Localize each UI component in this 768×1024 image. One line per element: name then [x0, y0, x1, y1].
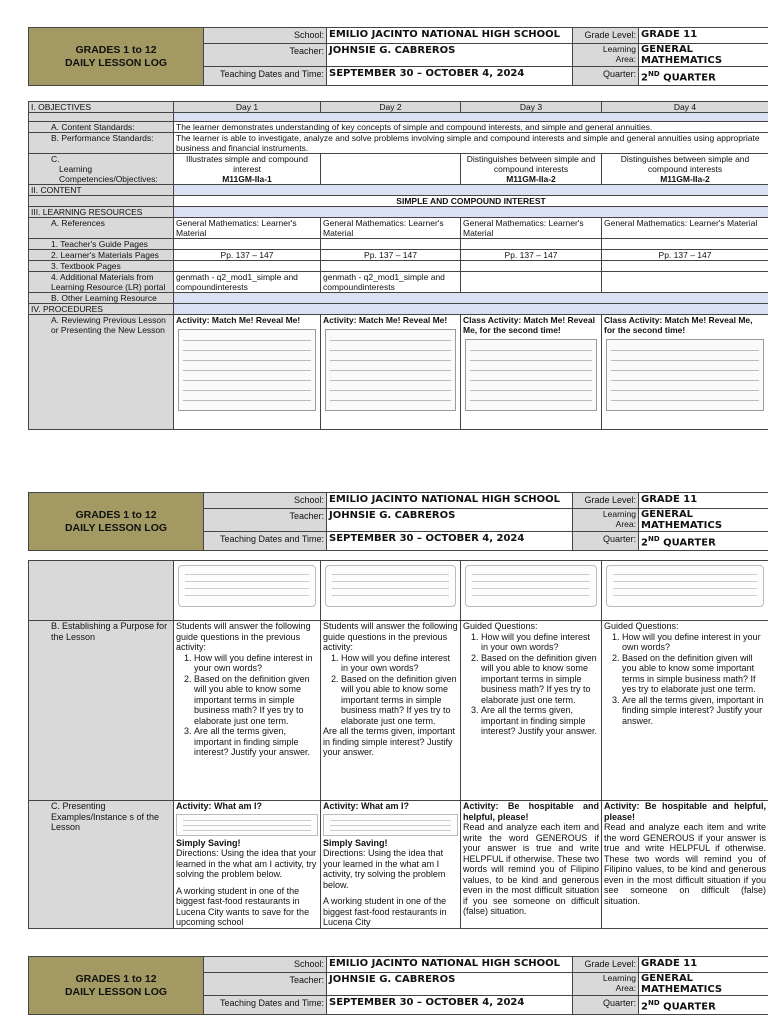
activity-image [465, 339, 597, 411]
reference-day-3: General Mathematics: Learner's Material [461, 218, 602, 239]
activity-image [606, 339, 764, 411]
header-table-3 [28, 956, 768, 1015]
dates-label: Teaching Dates and Time: [204, 67, 327, 86]
quarter-value: 2ND QUARTER [639, 532, 768, 551]
quarter-value: 2ND QUARTER [639, 996, 768, 1015]
competency-day-1: Illustrates simple and compound interest M11GM-IIa-1 [174, 154, 321, 185]
dates-label: Teaching Dates and Time: [204, 996, 327, 1015]
area-value: GENERAL MATHEMATICS [639, 44, 768, 67]
grade-value: GRADE 11 [639, 28, 768, 44]
grade-label: Grade Level: [573, 493, 639, 509]
log-title: GRADES 1 to 12 DAILY LESSON LOG [29, 493, 204, 551]
quarter-label: Quarter: [573, 67, 639, 86]
school-label: School: [204, 28, 327, 44]
area-value: GENERAL MATHEMATICS [639, 509, 768, 532]
content-standards-text: The learner demonstrates understanding of key concepts of simple and compound interests, and simple and general annuities. [174, 122, 768, 133]
presenting-day-1: Activity: What am I? Simply Saving! Directions: Using the idea that your learned in the what am I activity, try solving the problem below. A working student in one of the biggest fast-food restaurants in Lucena City wants to save for the upcoming school [174, 801, 321, 929]
other-resource-label: B. Other Learning Resource [29, 293, 174, 304]
competency-day-4: Distinguishes between simple and compound interests M11GM-IIa-2 [602, 154, 768, 185]
additional-materials-label: 4. Additional Materials from Learning Resource (LR) portal [29, 272, 174, 293]
dates-value: SEPTEMBER 30 – OCTOBER 4, 2024 [327, 67, 573, 86]
content-standards-label: A. Content Standards: [29, 122, 174, 133]
teacher-name: JOHNSIE G. CABREROS [327, 509, 573, 532]
learners-pages-day-4: Pp. 137 – 147 [602, 250, 768, 261]
log-title: GRADES 1 to 12 DAILY LESSON LOG [29, 957, 204, 1015]
reference-day-1: General Mathematics: Learner's Material [174, 218, 321, 239]
activity-image [325, 329, 456, 411]
grade-label: Grade Level: [573, 28, 639, 44]
learners-materials-label: 2. Learner's Materials Pages [29, 250, 174, 261]
dates-label: Teaching Dates and Time: [204, 532, 327, 551]
day-1-header: Day 1 [174, 102, 321, 113]
activity-image [323, 814, 458, 836]
day-3-header: Day 3 [461, 102, 602, 113]
teacher-name: JOHNSIE G. CABREROS [327, 973, 573, 996]
dates-value: SEPTEMBER 30 – OCTOBER 4, 2024 [327, 996, 573, 1015]
competency-day-2 [321, 154, 461, 185]
activity-image [176, 814, 318, 836]
purpose-day-1: Students will answer the following guide questions in the previous activity: 1. How will you define interest in your own words? 2. Based on the definition given will you able to know some important terms in simple business math? If yes try to elaborate just one term. 3. Are all the terms given, important in finding simple interest? Justify your answer. [174, 621, 321, 801]
additional-materials-day-1: genmath - q2_mod1_simple and compoundinterests [174, 272, 321, 293]
competency-day-3: Distinguishes between simple and compound interests M11GM-IIa-2 [461, 154, 602, 185]
grade-value: GRADE 11 [639, 493, 768, 509]
area-label: Learning Area: [573, 44, 639, 67]
purpose-day-4: Guided Questions: 1. How will you define interest in your own words? 2. Based on the definition given will you able to know some important terms in simple business math? If yes try to elaborate just one term. 3. Are all the terms given, important in finding simple interest? Justify your answer. [602, 621, 768, 801]
reference-day-4: General Mathematics: Learner's Material [602, 218, 768, 239]
review-day-4: Class Activity: Match Me! Reveal Me, for the second time! [602, 315, 768, 430]
additional-materials-day-2: genmath - q2_mod1_simple and compoundinterests [321, 272, 461, 293]
review-day-1: Activity: Match Me! Reveal Me! [174, 315, 321, 430]
school-label: School: [204, 493, 327, 509]
reference-day-2: General Mathematics: Learner's Material [321, 218, 461, 239]
content-label: II. CONTENT [29, 185, 174, 196]
learners-pages-day-2: Pp. 137 – 147 [321, 250, 461, 261]
purpose-day-2: Students will answer the following guide questions in the previous activity: 1. How will you define interest in your own words? 2. Based on the definition given will you able to know some important terms in simple business math? If yes try to elaborate just one term. Are all the terms given, important in finding simple interest? Justify your answer. [321, 621, 461, 801]
references-label: A. References [29, 218, 174, 239]
dates-value: SEPTEMBER 30 – OCTOBER 4, 2024 [327, 532, 573, 551]
day-2-header: Day 2 [321, 102, 461, 113]
teacher-label: Teacher: [204, 44, 327, 67]
activity-image [178, 329, 316, 411]
grade-value: GRADE 11 [639, 957, 768, 973]
lesson-table-2 [28, 560, 768, 929]
presenting-day-2: Activity: What am I? Simply Saving! Directions: Using the idea that your learned in the what am I activity, try solving the problem below. A working student in one of the biggest fast-food restaurants in Lucena City [321, 801, 461, 929]
day-4-header: Day 4 [602, 102, 768, 113]
teachers-guide-label: 1. Teacher's Guide Pages [29, 239, 174, 250]
review-day-3: Class Activity: Match Me! Reveal Me, for the second time! [461, 315, 602, 430]
content-topic: SIMPLE AND COMPOUND INTEREST [174, 196, 768, 207]
presenting-day-4: Activity: Be hospitable and helpful, please! Read and analyze each item and write the word GENEROUS if your answer is true and write HELPFUL if otherwise. These two words will remind you of Filipino values, to be kind and generous even in the most difficult situation if you see someone on difficult (false) situation. [602, 801, 768, 929]
purpose-day-3: Guided Questions: 1. How will you define interest in your own words? 2. Based on the definition given will you able to know some important terms in simple business math? If yes try to elaborate just one term. 3. Are all the terms given, important in finding simple interest? Justify your answer. [461, 621, 602, 801]
activity-image [606, 565, 764, 607]
quarter-label: Quarter: [573, 996, 639, 1015]
header-table-2 [28, 492, 768, 551]
school-name: EMILIO JACINTO NATIONAL HIGH SCHOOL [327, 28, 573, 44]
learners-pages-day-3: Pp. 137 – 147 [461, 250, 602, 261]
activity-image [178, 565, 316, 607]
textbook-pages-label: 3. Textbook Pages [29, 261, 174, 272]
teacher-label: Teacher: [204, 973, 327, 996]
activity-image [325, 565, 456, 607]
area-label: Learning Area: [573, 509, 639, 532]
quarter-value: 2ND QUARTER [639, 67, 768, 86]
teacher-name: JOHNSIE G. CABREROS [327, 44, 573, 67]
purpose-label: B. Establishing a Purpose for the Lesson [29, 621, 174, 801]
competencies-label: C. Learning Competencies/Objectives: [29, 154, 174, 185]
log-title: GRADES 1 to 12 DAILY LESSON LOG [29, 28, 204, 86]
resources-label: III. LEARNING RESOURCES [29, 207, 174, 218]
presenting-day-3: Activity: Be hospitable and helpful, please! Read and analyze each item and write the word GENEROUS if your answer is true and write HELPFUL if otherwise. These two words will remind you of Filipino values, to be kind and generous even in the most difficult situation if you see someone on difficult (false) situation. [461, 801, 602, 929]
school-name: EMILIO JACINTO NATIONAL HIGH SCHOOL [327, 957, 573, 973]
school-name: EMILIO JACINTO NATIONAL HIGH SCHOOL [327, 493, 573, 509]
area-value: GENERAL MATHEMATICS [639, 973, 768, 996]
school-label: School: [204, 957, 327, 973]
presenting-label: C. Presenting Examples/Instance s of the Lesson [29, 801, 174, 929]
teacher-label: Teacher: [204, 509, 327, 532]
procedures-label: IV. PROCEDURES [29, 304, 174, 315]
quarter-label: Quarter: [573, 532, 639, 551]
performance-standards-label: B. Performance Standards: [29, 133, 174, 154]
area-label: Learning Area: [573, 973, 639, 996]
lesson-table-1 [28, 101, 768, 430]
activity-image [465, 565, 597, 607]
header-table-1 [28, 27, 768, 86]
review-day-2: Activity: Match Me! Reveal Me! [321, 315, 461, 430]
objectives-label: I. OBJECTIVES [29, 102, 174, 113]
learners-pages-day-1: Pp. 137 – 147 [174, 250, 321, 261]
reviewing-label: A. Reviewing Previous Lesson or Presenting the New Lesson [29, 315, 174, 430]
grade-label: Grade Level: [573, 957, 639, 973]
performance-standards-text: The learner is able to investigate, analyze and solve problems involving simple and compound interests and simple and general annuities using appropriate business and financial instruments. [174, 133, 768, 154]
